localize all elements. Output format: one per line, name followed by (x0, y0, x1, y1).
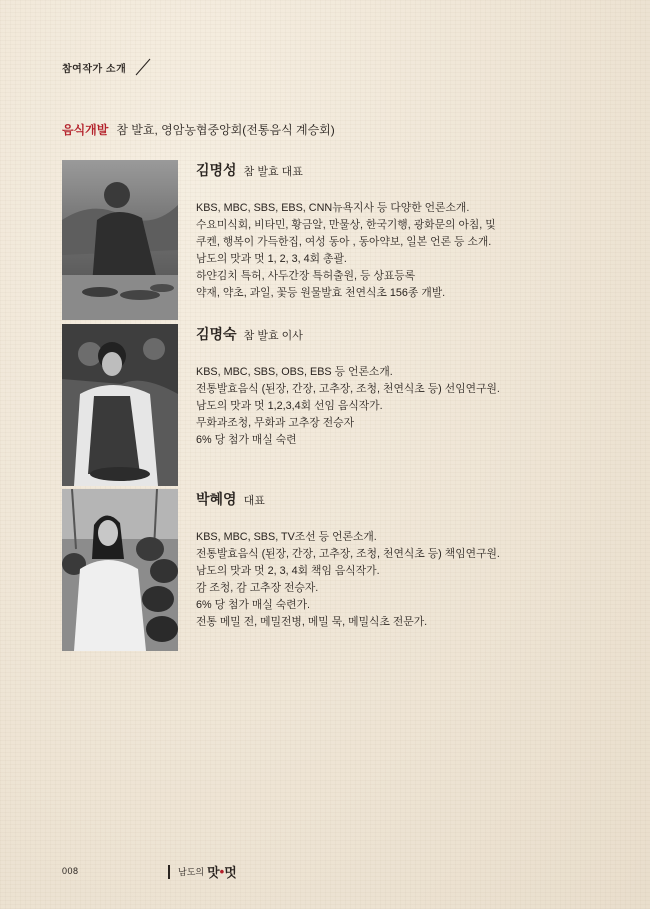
organization-line (62, 121, 335, 138)
brand-dot: • (219, 864, 225, 879)
person-card (62, 160, 582, 320)
person-role: 참 발효 대표 (243, 166, 303, 178)
bio-line: 하얀김치 특허, 사두간장 특허출원, 등 상표등록 (196, 270, 416, 282)
person-photo (62, 324, 178, 486)
bio-line: 남도의 맛과 멋 1,2,3,4회 선임 음식작가. (196, 400, 383, 412)
person-name-line (196, 324, 576, 344)
person-name: 김명성 (196, 162, 237, 178)
bio-line: 약재, 약초, 과일, 꽃등 원물발효 천연식초 156종 개발. (196, 287, 446, 299)
page-number: 008 (62, 866, 79, 876)
bio-line: 남도의 맛과 멋 1, 2, 3, 4회 총괄. (196, 253, 347, 265)
footer-brand-logo (168, 862, 237, 881)
organization-text: 참 발효, 영암농협중앙회(전통음식 계승회) (116, 123, 335, 137)
person-bio (196, 200, 576, 302)
person-bio (196, 364, 576, 449)
person-info (196, 324, 576, 449)
person-role: 대표 (243, 495, 265, 507)
bio-line: 남도의 맛과 멋 2, 3, 4회 책임 음식작가. (196, 565, 380, 577)
person-photo (62, 489, 178, 651)
person-card (62, 324, 582, 486)
brand-small-text: 남도의 (178, 867, 205, 877)
brand-big-text: 맛 (207, 865, 220, 880)
person-name: 박혜영 (196, 491, 237, 507)
brand-big-text: 멋 (224, 865, 237, 880)
person-name-line (196, 160, 576, 180)
bio-line: 전통 메밀 전, 메밀전병, 메밀 묵, 메밀식초 전문가. (196, 616, 428, 628)
bio-line: 전통발효음식 (된장, 간장, 고추장, 조청, 천연식초 등) 책임연구원. (196, 548, 500, 560)
bio-line: 무화과조청, 무화과 고추장 전승자 (196, 417, 355, 429)
bio-line: KBS, MBC, SBS, EBS, CNN뉴욕지사 등 다양한 언론소개. (196, 202, 470, 214)
bio-line: 쿠켄, 행복이 가득한집, 여성 동아 , 동아약보, 일본 언론 등 소개. (196, 236, 492, 248)
slash-icon (134, 58, 152, 76)
person-bio (196, 529, 576, 631)
bio-line: KBS, MBC, SBS, TV조선 등 언론소개. (196, 531, 377, 543)
bio-line: 감 조청, 감 고추장 전승자. (196, 582, 319, 594)
section-header (62, 58, 152, 76)
person-role: 참 발효 이사 (243, 330, 303, 342)
bio-line: KBS, MBC, SBS, OBS, EBS 등 언론소개. (196, 366, 393, 378)
person-info (196, 160, 576, 302)
bio-line: 전통발효음식 (된장, 간장, 고추장, 조청, 천연식초 등) 선임연구원. (196, 383, 500, 395)
person-name-line (196, 489, 576, 509)
bio-line: 수요미식회, 비타민, 황금알, 만물상, 한국기행, 광화문의 아침, 및 (196, 219, 496, 231)
person-photo (62, 160, 178, 320)
bio-line: 6% 당 첨가 매실 숙련 (196, 434, 297, 446)
organization-tag: 음식개발 (62, 123, 109, 137)
person-card (62, 489, 582, 651)
person-info (196, 489, 576, 631)
person-name: 김명숙 (196, 326, 237, 342)
divider (168, 865, 170, 879)
bio-line: 6% 당 첨가 매실 숙련가. (196, 599, 311, 611)
section-title: 참여작가 소개 (62, 63, 127, 75)
